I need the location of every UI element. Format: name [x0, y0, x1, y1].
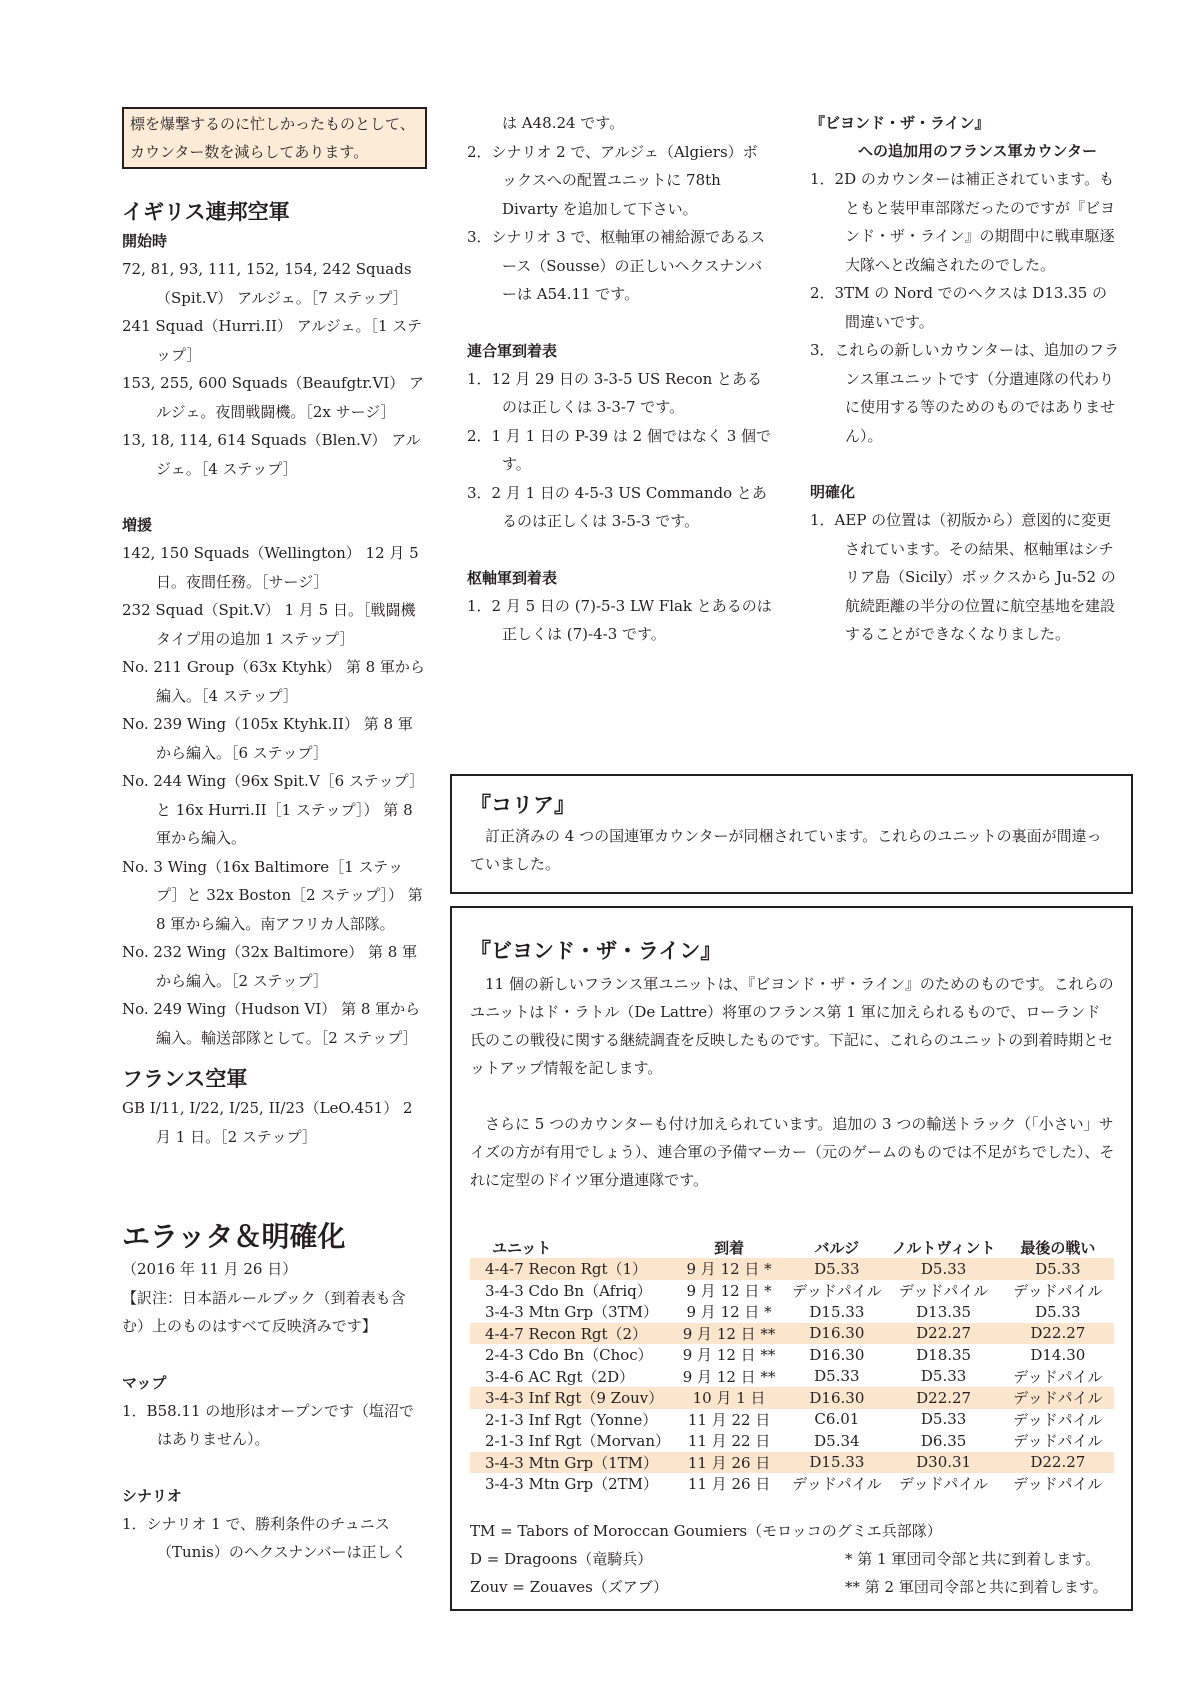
- cell-nordwind: D22.27: [886, 1387, 1002, 1409]
- legend-zouv: Zouv = Zouaves（ズアブ）: [470, 1577, 668, 1596]
- cell-arrival: 11 月 22 日: [687, 1432, 771, 1451]
- btl-title: 『ビヨンド・ザ・ライン』: [470, 939, 722, 963]
- list-item: No. 249 Wing（Hudson VI） 第 8 軍から編入。輸送部隊として。［2 ステップ］: [122, 1000, 421, 1047]
- table-row: [470, 1430, 1114, 1452]
- cell-nordwind: D13.35: [916, 1302, 972, 1321]
- list-item: 3．2 月 1 日の 4-5-3 US Commando とあるのは正しくは 3-5-3 です。: [467, 483, 767, 530]
- cell-arrival: 10 月 1 日: [670, 1387, 788, 1409]
- subheading-clarifications: 明確化: [810, 483, 856, 501]
- table-row: [470, 1301, 1114, 1323]
- col-header-bulge: バルジ: [814, 1238, 860, 1257]
- subheading-start: 開始時: [122, 232, 168, 250]
- arrival-table: [470, 1236, 1114, 1495]
- footnote-2: ** 第 2 軍団司令部と共に到着します。: [845, 1577, 1108, 1596]
- note-box: 標を爆撃するのに忙しかったものとして、カウンター数を減らしてあります。: [122, 107, 427, 169]
- errata-date: （2016 年 11 月 26 日）: [122, 1260, 298, 1278]
- cell-unit: 3-4-3 Mtn Grp（1TM）: [470, 1452, 670, 1474]
- section-title-raf: イギリス連邦空軍: [122, 200, 290, 224]
- subheading-scenario: シナリオ: [122, 1486, 182, 1505]
- table-legend: [470, 1517, 1115, 1601]
- col-header-last-battle: 最後の戦い: [1020, 1238, 1096, 1257]
- list-item: 2．1 月 1 日の P-39 は 2 個ではなく 3 個です。: [467, 426, 772, 473]
- scenario-continuation: は A48.24 です。: [502, 114, 625, 132]
- list-item: 3．シナリオ 3 で、枢軸軍の補給源であるスース（Sousse）の正しいヘクスナンバーは A54.11 です。: [467, 228, 766, 303]
- btl-paragraph-2: さらに 5 つのカウンターも付け加えられています。追加の 3 つの輸送トラック（「小さい」サイズの方が有用でしょう）、連合軍の予備マーカー（元のゲームのものでは不足がちでした）、それに定型のドイツ軍分遣連隊です。: [470, 1115, 1115, 1189]
- right-title-line1: 『ビヨンド・ザ・ライン』: [810, 114, 990, 132]
- col-header-nordwind: ノルトヴィント: [891, 1238, 996, 1257]
- list-item: No. 211 Group（63x Ktyhk） 第 8 軍から編入。［4 ステップ］: [122, 658, 425, 705]
- table-row: [470, 1280, 1114, 1302]
- cell-bulge: D5.34: [814, 1431, 860, 1450]
- table-header-row: [470, 1236, 1114, 1258]
- korea-text: 訂正済みの 4 つの国連軍カウンターが同梱されています。これらのユニットの裏面が間違っていました。: [470, 827, 1102, 873]
- list-item: 1．2 月 5 日の (7)-5-3 LW Flak とあるのは正しくは (7)-4-3 です。: [467, 596, 772, 643]
- right-column: [810, 109, 1120, 649]
- col-header-unit: ユニット: [492, 1238, 552, 1257]
- list-item: 13, 18, 114, 614 Squads（Blen.V） アルジェ。［4 ステップ］: [122, 431, 421, 478]
- cell-last-battle: デッドパイル: [1013, 1410, 1103, 1429]
- cell-unit: 2-4-3 Cdo Bn（Choc）: [485, 1346, 653, 1365]
- cell-last-battle: D5.33: [1002, 1258, 1114, 1280]
- list-item: 142, 150 Squads（Wellington） 12 月 5 日。夜間任務。［サージ］: [122, 544, 419, 591]
- cell-bulge: C6.01: [814, 1410, 860, 1429]
- cell-last-battle: デッドパイル: [1013, 1475, 1103, 1494]
- cell-arrival: 11 月 22 日: [687, 1410, 771, 1429]
- cell-unit: 4-4-7 Recon Rgt（1）: [470, 1258, 670, 1280]
- table-row: [470, 1409, 1114, 1431]
- left-column: [122, 107, 425, 1567]
- start-list: [122, 255, 425, 483]
- cell-bulge: D5.33: [814, 1367, 860, 1386]
- cell-unit: 4-4-7 Recon Rgt（2）: [470, 1323, 670, 1345]
- table-row: [470, 1258, 1114, 1280]
- subheading-axis-arrivals: 枢軸軍到着表: [467, 568, 558, 587]
- cell-bulge: デッドパイル: [792, 1475, 882, 1494]
- list-item: 1．2D のカウンターは補正されています。もともと装甲車部隊だったのですが『ビヨンド・ザ・ライン』の期間中に戦車駆逐大隊へと改編されたのでした。: [810, 170, 1116, 274]
- cell-nordwind: デッドパイル: [898, 1475, 989, 1494]
- cell-nordwind: D6.35: [920, 1431, 967, 1450]
- cell-arrival: 9 月 12 日 **: [682, 1367, 776, 1386]
- subheading-reinforcements: 増援: [122, 516, 153, 534]
- cell-nordwind: デッドパイル: [898, 1281, 989, 1300]
- cell-unit: 3-4-3 Cdo Bn（Afriq）: [485, 1281, 652, 1300]
- list-item: No. 244 Wing（96x Spit.V［6 ステップ］と 16x Hurri.II［1 ステップ］） 第 8 軍から編入。: [122, 772, 425, 847]
- table-row: [470, 1473, 1114, 1495]
- table-row: [470, 1344, 1114, 1366]
- cell-nordwind: D18.35: [916, 1345, 972, 1364]
- korea-title: 『コリア』: [470, 793, 575, 817]
- cell-nordwind: D5.33: [920, 1410, 967, 1429]
- cell-last-battle: デッドパイル: [1013, 1367, 1103, 1386]
- list-item: 2．シナリオ 2 で、アルジェ（Algiers）ボックスへの配置ユニットに 78th Divarty を追加して下さい。: [467, 142, 758, 218]
- errata-note: 【訳注：日本語ルールブック（到着表も含む）上のものはすべて反映済みです】: [122, 1288, 406, 1335]
- list-item: No. 239 Wing（105x Ktyhk.II） 第 8 軍から編入。［6 ステップ］: [122, 715, 413, 762]
- cell-bulge: D15.33: [809, 1302, 865, 1321]
- cell-unit: 2-1-3 Inf Rgt（Yonne）: [485, 1410, 658, 1429]
- cell-bulge: D15.33: [788, 1452, 885, 1474]
- table-row: [470, 1387, 1114, 1409]
- cell-nordwind: D5.33: [886, 1258, 1002, 1280]
- cell-last-battle: デッドパイル: [1013, 1432, 1103, 1451]
- legend-tm: TM = Tabors of Moroccan Goumiers（モロッコのグミエ兵部隊）: [470, 1521, 942, 1540]
- cell-last-battle: D22.27: [1002, 1452, 1114, 1474]
- subheading-map: マップ: [122, 1373, 167, 1392]
- cell-nordwind: D5.33: [920, 1367, 967, 1386]
- list-item: 1．AEP の位置は（初版から）意図的に変更されています。その結果、枢軸軍はシチリア島（Sicily）ボックスから Ju-52 の航続距離の半分の位置に航空基地を建設することができなくなりました。: [810, 511, 1116, 643]
- cell-arrival: 9 月 12 日 *: [670, 1258, 788, 1280]
- list-item: 2．3TM の Nord でのヘクスは D13.35 の間違いです。: [810, 284, 1108, 331]
- cell-last-battle: D14.30: [1030, 1345, 1086, 1364]
- korea-box: [450, 774, 1133, 894]
- cell-bulge: デッドパイル: [792, 1281, 882, 1300]
- btl-box: [450, 906, 1133, 1611]
- cell-unit: 3-4-3 Mtn Grp（2TM）: [485, 1475, 659, 1494]
- list-item: No. 232 Wing（32x Baltimore） 第 8 軍から編入。［2 ステップ］: [122, 943, 418, 990]
- list-item: 153, 255, 600 Squads（Beaufgtr.VI） アルジェ。夜間戦闘機。［2x サージ］: [122, 374, 425, 421]
- cell-unit: 3-4-6 AC Rgt（2D）: [485, 1367, 635, 1386]
- cell-arrival: 9 月 12 日 **: [682, 1346, 776, 1365]
- list-item: No. 3 Wing（16x Baltimore［1 ステップ］と 32x Boston［2 ステップ］） 第 8 軍から編入。南アフリカ人部隊。: [122, 857, 423, 933]
- list-item: 1．B58.11 の地形はオープンです（塩沼ではありません）。: [122, 1401, 414, 1448]
- cell-arrival: 9 月 12 日 *: [686, 1303, 772, 1322]
- cell-last-battle: D22.27: [1002, 1323, 1114, 1345]
- subheading-allied-arrivals: 連合軍到着表: [467, 341, 558, 360]
- cell-bulge: D16.30: [809, 1345, 865, 1364]
- list-item: 72, 81, 93, 111, 152, 154, 242 Squads（Spit.V） アルジェ。［7 ステップ］: [122, 260, 412, 307]
- right-title-line2: への追加用のフランス軍カウンター: [858, 142, 1097, 160]
- cell-unit: 3-4-3 Inf Rgt（9 Zouv）: [470, 1387, 670, 1409]
- cell-nordwind: D22.27: [886, 1323, 1002, 1345]
- btl-paragraph-1: 11 個の新しいフランス軍ユニットは、『ビヨンド・ザ・ライン』のためのものです。これらのユニットはド・ラトル（De Lattre）将軍のフランス第 1 軍に加えられるもので、ローランド氏のこの戦役に関する継続調査を反映したものです。下記に、これらのユニットの到着時期とセットアップ情報を記します。: [470, 975, 1114, 1077]
- cell-last-battle: デッドパイル: [1002, 1387, 1114, 1409]
- cell-bulge: D16.30: [788, 1323, 885, 1345]
- cell-arrival: 9 月 12 日 **: [670, 1323, 788, 1345]
- cell-bulge: D5.33: [788, 1258, 885, 1280]
- list-item: 232 Squad（Spit.V） 1 月 5 日。［戦闘機タイプ用の追加 1 ステップ］: [122, 601, 416, 648]
- list-item: 1．シナリオ 1 で、勝利条件のチュニス（Tunis）のヘクスナンバーは正しく: [122, 1514, 407, 1561]
- list-item: GB I/11, I/22, I/25, II/23（LeO.451） 2 月 1 日。［2 ステップ］: [122, 1099, 413, 1146]
- table-row: [470, 1366, 1114, 1388]
- legend-d: D = Dragoons（竜騎兵）: [470, 1549, 653, 1568]
- footnote-1: * 第 1 軍団司令部と共に到着します。: [845, 1549, 1101, 1568]
- cell-arrival: 9 月 12 日 *: [686, 1281, 772, 1300]
- cell-last-battle: デッドパイル: [1013, 1281, 1103, 1300]
- middle-column: [467, 109, 772, 649]
- section-title-french-air: フランス空軍: [122, 1067, 248, 1091]
- cell-bulge: D16.30: [788, 1387, 885, 1409]
- cell-unit: 3-4-3 Mtn Grp（3TM）: [485, 1303, 659, 1322]
- list-item: 1．12 月 29 日の 3-3-5 US Recon とあるのは正しくは 3-3-7 です。: [467, 369, 763, 416]
- cell-arrival: 11 月 26 日: [687, 1475, 771, 1494]
- table-row: [470, 1452, 1114, 1474]
- cell-last-battle: D5.33: [1035, 1302, 1081, 1321]
- col-header-arrival: 到着: [714, 1238, 745, 1257]
- list-item: 3．これらの新しいカウンターは、追加のフランス軍ユニットです（分遣連隊の代わりに使用する等のためのものではありません）。: [810, 341, 1119, 445]
- cell-nordwind: D30.31: [886, 1452, 1002, 1474]
- list-item: 241 Squad（Hurri.II） アルジェ。［1 ステップ］: [122, 317, 422, 364]
- table-row: [470, 1323, 1114, 1345]
- cell-unit: 2-1-3 Inf Rgt（Morvan）: [485, 1432, 671, 1451]
- reinforcement-list: [122, 539, 425, 1052]
- errata-title: エラッタ＆明確化: [122, 1220, 346, 1253]
- cell-arrival: 11 月 26 日: [670, 1452, 788, 1474]
